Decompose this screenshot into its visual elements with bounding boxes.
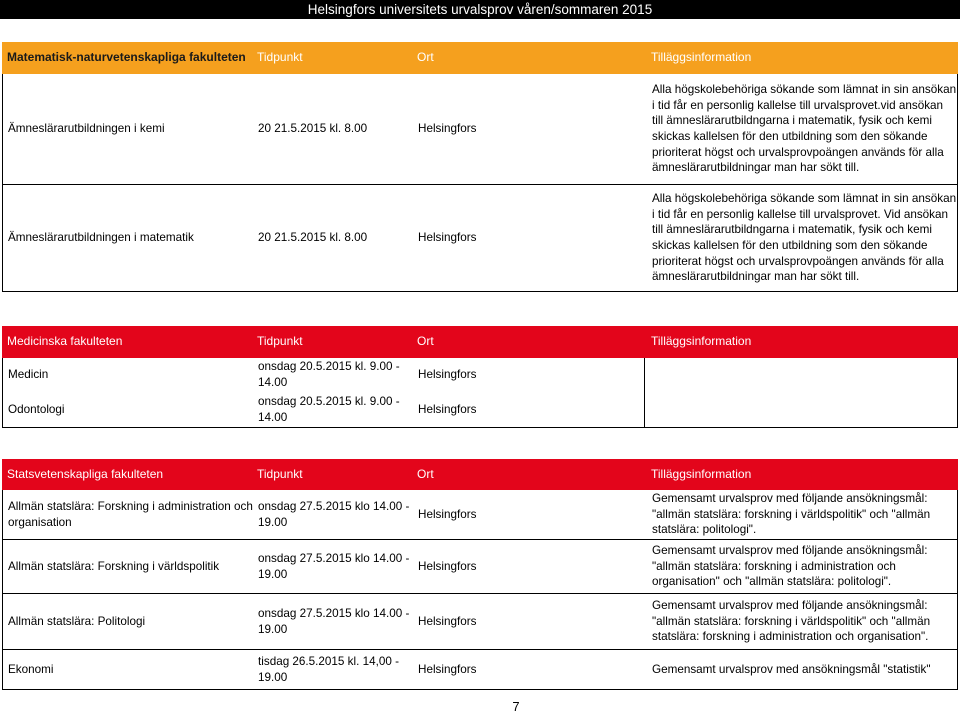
info-line: i tid får en personlig kallelse till urvalsprovet. Vid ansökan — [652, 207, 949, 221]
program-name — [8, 650, 254, 689]
info-line: Gemensamt urvalsprov med ansökningsmål "statistik" — [652, 662, 931, 676]
program-line: Allmän statslära: Forskning i administration och — [8, 499, 253, 513]
program-line: Allmän statslära: Politologi — [8, 614, 146, 628]
info-line: ämneslärarutbildningar man har sökt till. — [652, 270, 860, 284]
info-line: statslära: politologi". — [652, 523, 757, 537]
exam-time: 20 21.5.2015 kl. 8.00 — [258, 231, 368, 245]
table-row — [2, 74, 958, 185]
faculty-heading: Medicinska fakulteten — [7, 334, 123, 349]
exam-place: Helsingfors — [418, 559, 477, 573]
exam-place: Helsingfors — [418, 614, 477, 628]
program-name: Odontologi — [8, 402, 65, 416]
info-line: prioriterat högst och urvalsprovpoängen används för alla — [652, 145, 944, 159]
table-row — [2, 594, 958, 650]
info-line: Alla högskolebehöriga sökande som lämnat in sin ansökan — [652, 192, 957, 206]
title-bar — [0, 0, 960, 19]
exam-place: Helsingfors — [418, 122, 477, 136]
time-line: onsdag 20.5.2015 kl. 9.00 - — [258, 360, 400, 374]
program-line: organisation — [8, 515, 72, 529]
info-line: "allmän statslära: forskning i världspolitik" och "allmän — [652, 614, 931, 628]
exam-place: Helsingfors — [418, 368, 477, 382]
info-line: skickas kallelsen för den utbildning som den sökande — [652, 130, 928, 143]
info-line: Alla högskolebehöriga sökande som lämnat in sin ansökan — [652, 83, 957, 97]
exam-place: Helsingfors — [418, 662, 477, 676]
program-line: Allmän statslära: Forskning i världspolitik — [8, 559, 220, 573]
info-column-heading: Tilläggsinformation — [651, 334, 752, 349]
time-line: onsdag 27.5.2015 klo 14.00 - — [258, 499, 410, 513]
page-number: 7 — [512, 699, 520, 714]
place-column-heading: Ort — [417, 334, 434, 349]
table-header-row — [2, 459, 958, 490]
info-line: till ämneslärarutbildngarna i matematik, fysik och kemi — [652, 223, 932, 237]
exam-place: Helsingfors — [418, 231, 477, 245]
info-line: i tid får en personlig kallelse till urvalsprovet.vid ansökan — [652, 98, 944, 112]
exam-place: Helsingfors — [418, 402, 477, 416]
info-line: Gemensamt urvalsprov med följande ansökningsmål: — [652, 544, 928, 558]
table-row — [2, 185, 958, 292]
time-line: 14.00 — [258, 410, 288, 424]
additional-info — [652, 185, 957, 291]
exam-time — [258, 594, 414, 649]
table-header-row — [2, 326, 958, 358]
time-line: 19.00 — [258, 567, 288, 581]
place-column-heading: Ort — [417, 50, 434, 65]
info-line: "allmän statslära: forskning i administration och — [652, 559, 896, 573]
info-line: ämneslärarutbildningar man har sökt till. — [652, 161, 860, 175]
exam-time — [258, 540, 414, 593]
exam-time — [258, 358, 414, 392]
time-line: 19.00 — [258, 622, 288, 636]
table-row — [2, 650, 958, 690]
exam-time: 20 21.5.2015 kl. 8.00 — [258, 122, 368, 136]
exam-place: Helsingfors — [418, 507, 477, 521]
table-row — [2, 392, 958, 428]
info-line: till ämneslärarutbildngarna i matematik, fysik och kemi — [652, 114, 932, 128]
program-name: Medicin — [8, 368, 49, 382]
time-line: 14.00 — [258, 376, 288, 389]
info-line: "allmän statslära: forskning i världspolitik" och "allmän — [652, 507, 931, 521]
faculty-heading: Statsvetenskapliga fakulteten — [7, 466, 164, 481]
info-line: prioriterat högst och urvalsprovpoängen används för alla — [652, 254, 944, 268]
info-line: Gemensamt urvalsprov med följande ansökningsmål: — [652, 599, 928, 613]
table-row — [2, 490, 958, 540]
time-line: onsdag 27.5.2015 klo 14.00 - — [258, 551, 410, 565]
time-column-heading: Tidpunkt — [257, 466, 303, 481]
program-name — [8, 540, 254, 593]
time-column-heading: Tidpunkt — [257, 50, 303, 65]
additional-info — [652, 594, 957, 649]
exam-time — [258, 650, 414, 689]
place-column-heading: Ort — [417, 466, 434, 481]
info-column-heading: Tilläggsinformation — [651, 466, 752, 481]
table-row — [2, 540, 958, 594]
column-divider — [644, 358, 645, 392]
medicine-faculty-table — [2, 326, 958, 428]
faculty-heading: Matematisk-naturvetenskapliga fakulteten — [7, 50, 246, 65]
info-line: statslära: forskning i administration och organisation". — [652, 630, 929, 644]
additional-info — [652, 540, 957, 593]
social-sciences-faculty-table — [2, 459, 958, 690]
math-faculty-table — [2, 42, 958, 292]
document-title: Helsingfors universitets urvalsprov våren/sommaren 2015 — [307, 2, 653, 17]
exam-time — [258, 392, 414, 427]
table-header-row — [2, 42, 958, 74]
time-line: 19.00 — [258, 670, 288, 684]
additional-info — [652, 650, 957, 689]
info-line: organisation" och "allmän statslära: politologi". — [652, 575, 892, 589]
program-line: Ekonomi — [8, 662, 54, 676]
exam-time — [258, 490, 414, 539]
info-line: Gemensamt urvalsprov med följande ansökningsmål: — [652, 492, 928, 506]
additional-info — [652, 490, 957, 539]
program-name — [8, 594, 254, 649]
program-name — [8, 490, 254, 539]
time-line: tisdag 26.5.2015 kl. 14,00 - — [258, 654, 399, 668]
time-line: onsdag 27.5.2015 klo 14.00 - — [258, 606, 410, 620]
column-divider — [644, 392, 645, 427]
time-line: onsdag 20.5.2015 kl. 9.00 - — [258, 394, 400, 408]
time-line: 19.00 — [258, 515, 288, 529]
program-name: Ämneslärarutbildningen i matematik — [8, 231, 194, 245]
info-line: skickas kallelsen för den utbildning som den sökande — [652, 239, 928, 252]
program-name: Ämneslärarutbildningen i kemi — [8, 122, 165, 136]
table-row — [2, 358, 958, 392]
time-column-heading: Tidpunkt — [257, 334, 303, 349]
info-column-heading: Tilläggsinformation — [651, 50, 752, 65]
additional-info — [652, 74, 957, 184]
